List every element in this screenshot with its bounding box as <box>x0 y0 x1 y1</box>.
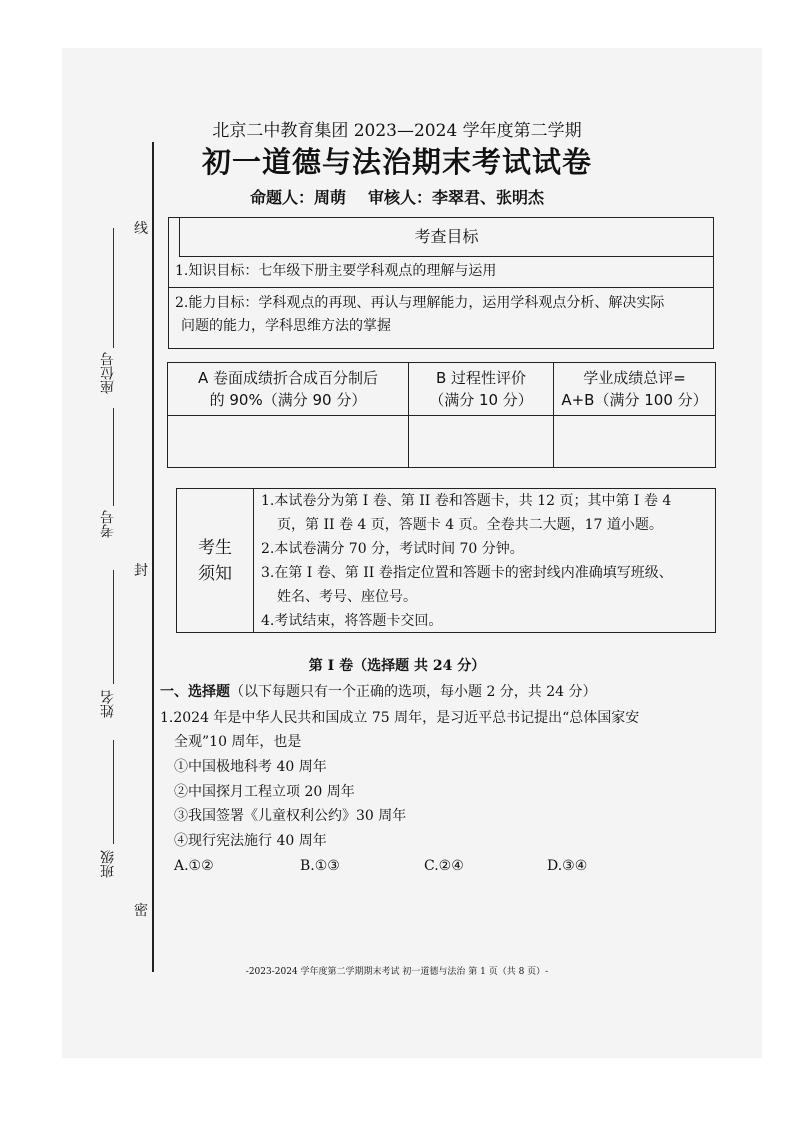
exam-number-label: 考号 <box>100 510 116 538</box>
score-header-b-line2: （满分 10 分） <box>429 391 533 409</box>
question1-option4: ④现行宪法施行 40 周年 <box>174 833 327 849</box>
notice-item1-line1: 1.本试卷分为第 I 卷、第 II 卷和答题卡，共 12 页；其中第 I 卷 4 <box>261 493 672 509</box>
candidate-notice-box <box>176 488 716 633</box>
score-header-c-line1: 学业成绩总评= <box>583 369 686 387</box>
objective-ability-line1: 2.能力目标：学科观点的再现、再认与理解能力，运用学科观点分析、解决实际 <box>175 295 665 311</box>
score-header-a-line1: A 卷面成绩折合成百分制后 <box>197 369 379 387</box>
question1-option2: ②中国探月工程立项 20 周年 <box>174 784 355 800</box>
notice-item3-line1: 3.在第 I 卷、第 II 卷指定位置和答题卡的密封线内准确填写班级、 <box>261 565 673 581</box>
section-title: 第 I 卷（选择题 共 24 分） <box>308 658 486 674</box>
question1-stem-line2: 全观”10 周年，也是 <box>174 734 302 750</box>
seal-line <box>152 142 154 972</box>
question1-choice-d[interactable]: D.③④ <box>547 858 588 874</box>
question1-choice-b[interactable]: B.①③ <box>300 858 340 874</box>
class-blank <box>113 740 114 844</box>
objectives-divider <box>169 287 713 288</box>
score-header-a <box>168 363 409 416</box>
objectives-title: 考查目标 <box>179 218 713 257</box>
score-header-c <box>554 363 716 416</box>
notice-label <box>177 489 254 632</box>
exam-authors <box>0 185 794 208</box>
objective-ability-line2: 问题的能力，学科思维方法的掌握 <box>181 318 391 334</box>
score-header-c-line2: A+B（满分 100 分） <box>561 391 708 409</box>
part-instruction: （以下每题只有一个正确的选项，每小题 2 分，共 24 分） <box>230 684 597 700</box>
reviewer-names: 审核人：李翠君、张明杰 <box>368 188 545 207</box>
question1-choice-a[interactable]: A.①② <box>174 858 214 874</box>
class-label: 班级 <box>100 850 116 878</box>
question1-option1: ①中国极地科考 40 周年 <box>174 759 327 775</box>
seal-char-seal: 封 <box>134 563 148 579</box>
exam-number-blank <box>113 408 114 506</box>
question1-choice-c[interactable]: C.②④ <box>424 858 464 874</box>
score-cell-b[interactable] <box>409 416 554 468</box>
notice-item2: 2.本试卷满分 70 分，考试时间 70 分钟。 <box>261 541 524 557</box>
part-heading-label: 一、选择题 <box>160 684 230 700</box>
objective-knowledge: 1.知识目标：七年级下册主要学科观点的理解与运用 <box>175 263 497 279</box>
notice-item1-line2: 页，第 II 卷 4 页，答题卡 4 页。全卷共二大题，17 道小题。 <box>277 517 663 533</box>
objectives-box <box>168 217 714 349</box>
score-header-b-line1: B 过程性评价 <box>435 369 527 387</box>
part-heading <box>160 681 597 701</box>
exam-school-term: 北京二中教育集团 2023—2024 学年度第二学期 <box>212 121 582 141</box>
score-header-b <box>409 363 554 416</box>
seat-number-blank <box>113 228 114 348</box>
page-footer: -2023-2024 学年度第二学期期末考试 初一道德与法治 第 1 页（共 8 页）- <box>245 967 549 977</box>
score-cell-c[interactable] <box>554 416 716 468</box>
score-table <box>167 362 716 468</box>
author-name: 命题人：周萌 <box>249 188 346 207</box>
seal-char-secret: 密 <box>134 903 148 919</box>
notice-label-line1: 考生 <box>198 537 232 558</box>
score-cell-a[interactable] <box>168 416 409 468</box>
notice-item4: 4.考试结束，将答题卡交回。 <box>261 613 443 629</box>
notice-item3-line2: 姓名、考号、座位号。 <box>277 589 417 605</box>
exam-title: 初一道德与法治期末考试试卷 <box>201 145 592 179</box>
score-header-a-line2: 的 90%（满分 90 分） <box>209 391 367 409</box>
seat-number-label: 座位号 <box>100 352 116 394</box>
question1-stem-line1: 1.2024 年是中华人民共和国成立 75 周年，是习近平总书记提出“总体国家安 <box>160 710 640 726</box>
notice-label-line2: 须知 <box>198 563 232 584</box>
student-name-label: 姓名 <box>100 690 116 718</box>
seal-char-line: 线 <box>134 221 148 237</box>
question1-option3: ③我国签署《儿童权利公约》30 周年 <box>174 808 407 824</box>
